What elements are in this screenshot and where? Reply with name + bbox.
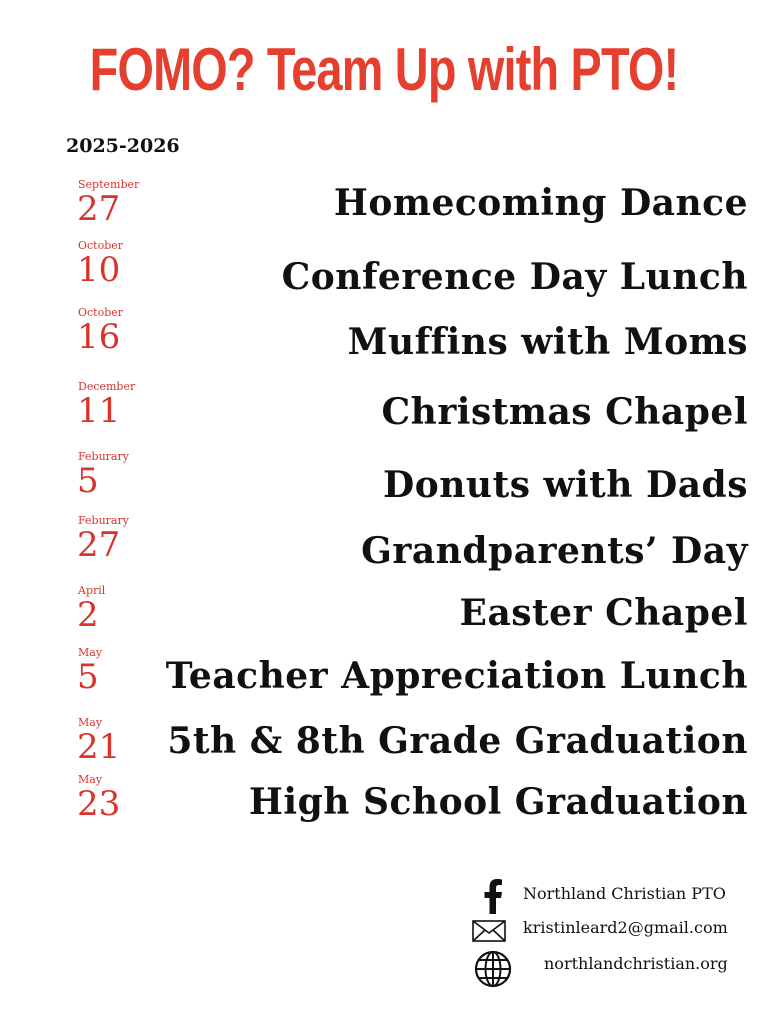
event-name: Grandparents’ Day	[361, 530, 748, 572]
event-month: May	[78, 716, 103, 729]
event-day: 10	[77, 250, 121, 290]
event-day: 2	[77, 595, 99, 635]
facebook-icon	[482, 878, 504, 914]
facebook-page-name: Northland Christian PTO	[523, 884, 726, 903]
event-name: 5th & 8th Grade Graduation	[167, 720, 748, 762]
event-item	[0, 450, 768, 510]
event-name: Easter Chapel	[459, 592, 748, 634]
event-name: Christmas Chapel	[381, 391, 748, 433]
event-item	[0, 178, 768, 238]
facebook-contact[interactable]	[470, 878, 760, 912]
event-day: 27	[77, 189, 121, 229]
event-day: 21	[77, 727, 121, 767]
event-name: Donuts with Dads	[383, 464, 748, 506]
event-item	[0, 306, 768, 366]
event-month: October	[78, 306, 124, 319]
event-month: September	[78, 178, 140, 191]
event-month: Feburary	[78, 450, 129, 463]
event-month: Feburary	[78, 514, 129, 527]
envelope-icon	[472, 920, 506, 942]
email-address: kristinleard2@gmail.com	[523, 918, 728, 937]
website-contact[interactable]	[470, 950, 760, 984]
page-title: FOMO? Team Up with PTO!	[89, 36, 679, 103]
event-month: May	[78, 646, 103, 659]
event-day: 5	[77, 461, 99, 501]
event-month: December	[78, 380, 136, 393]
email-contact[interactable]	[470, 912, 760, 946]
event-item	[0, 646, 768, 706]
event-item	[0, 239, 768, 299]
event-name: Muffins with Moms	[347, 321, 748, 363]
event-name: Conference Day Lunch	[281, 256, 748, 298]
event-month: April	[78, 584, 106, 597]
event-day: 11	[77, 391, 121, 431]
event-name: High School Graduation	[248, 781, 748, 823]
event-day: 5	[77, 657, 99, 697]
event-day: 27	[77, 525, 121, 565]
event-item	[0, 380, 768, 440]
event-day: 16	[77, 317, 121, 357]
event-item	[0, 716, 768, 776]
event-item	[0, 773, 768, 833]
globe-icon	[474, 950, 512, 988]
event-item	[0, 584, 768, 644]
event-name: Homecoming Dance	[333, 182, 748, 224]
event-item	[0, 514, 768, 574]
event-month: May	[78, 773, 103, 786]
website-url: northlandchristian.org	[544, 954, 728, 973]
school-year: 2025-2026	[66, 135, 180, 157]
event-name: Teacher Appreciation Lunch	[165, 655, 748, 697]
event-month: October	[78, 239, 124, 252]
event-day: 23	[77, 784, 121, 824]
